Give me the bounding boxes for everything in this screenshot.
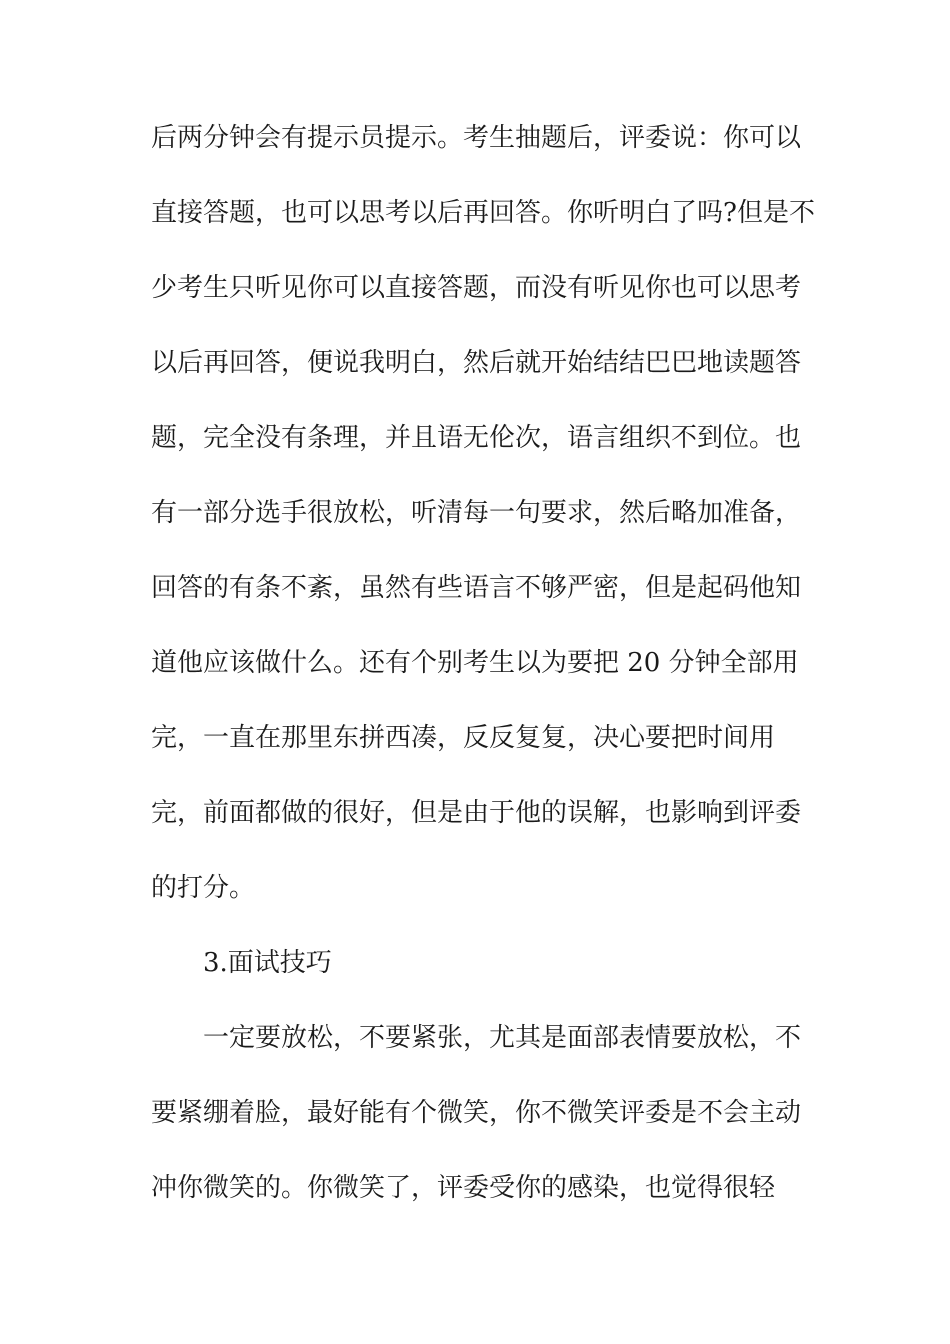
text-line: 道他应该做什么。还有个别考生以为要把 20 分钟全部用	[151, 648, 799, 678]
text-line: 一定要放松，不要紧张，尤其是面部表情要放松，不	[203, 1023, 802, 1053]
text-line: 完，前面都做的很好，但是由于他的误解，也影响到评委	[151, 798, 802, 828]
section-heading: 3.面试技巧	[203, 948, 332, 978]
text-line: 要紧绷着脸，最好能有个微笑，你不微笑评委是不会主动	[151, 1098, 802, 1128]
text-line: 完，一直在那里东拼西凑，反反复复，决心要把时间用	[151, 723, 776, 753]
text-line: 冲你微笑的。你微笑了，评委受你的感染，也觉得很轻	[151, 1173, 776, 1203]
text-line: 题，完全没有条理，并且语无伦次，语言组织不到位。也	[151, 423, 802, 453]
text-line: 回答的有条不紊，虽然有些语言不够严密，但是起码他知	[151, 573, 802, 603]
text-line: 以后再回答，便说我明白，然后就开始结结巴巴地读题答	[151, 348, 802, 378]
text-line: 后两分钟会有提示员提示。考生抽题后，评委说：你可以	[151, 123, 802, 153]
text-line: 少考生只听见你可以直接答题，而没有听见你也可以思考	[151, 273, 802, 303]
text-line: 有一部分选手很放松，听清每一句要求，然后略加准备，	[151, 498, 802, 528]
text-line: 直接答题，也可以思考以后再回答。你听明白了吗?但是不	[151, 198, 815, 228]
text-line: 的打分。	[151, 873, 256, 903]
